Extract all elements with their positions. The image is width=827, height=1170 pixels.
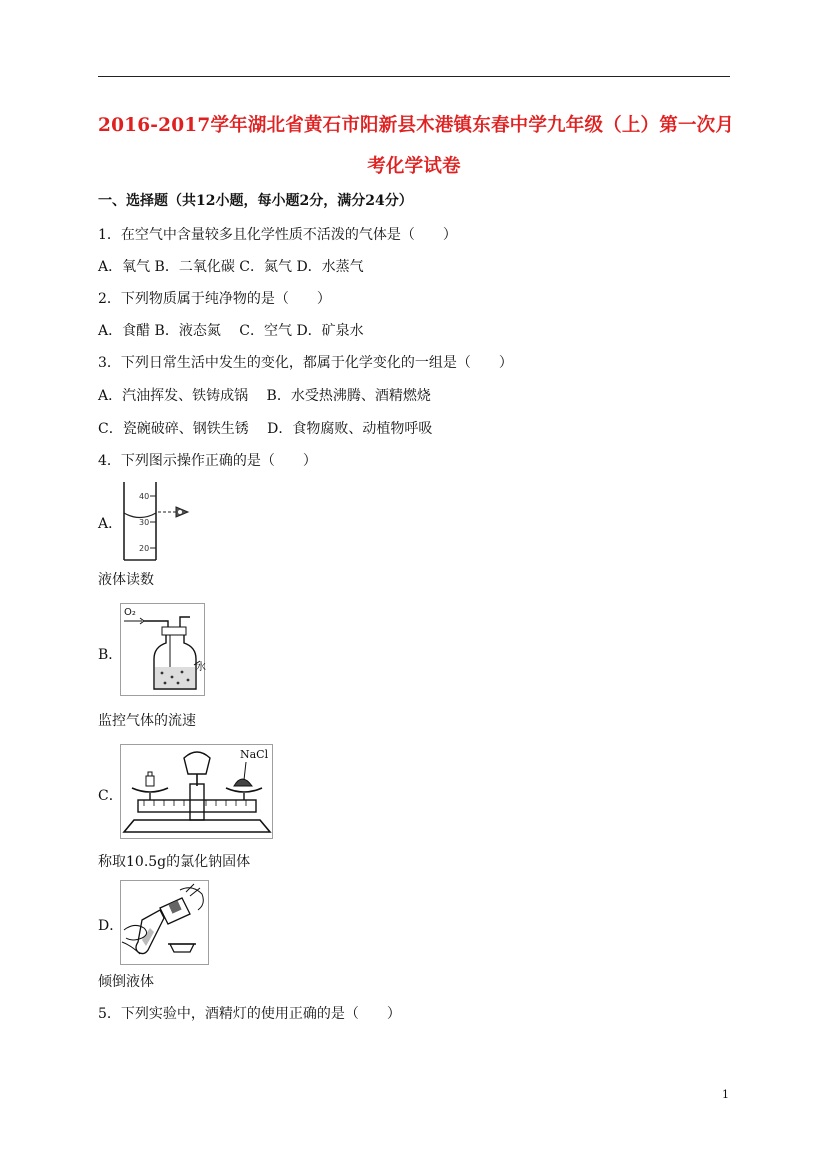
nacl-label: NaCl (240, 748, 269, 761)
tick-20: 20 (139, 544, 150, 553)
q3-options-cd: C．瓷碗破碎、钢铁生锈 D．食物腐败、动植物呼吸 (98, 421, 433, 437)
water-label: 水 (196, 662, 206, 673)
exam-title-line2: 考化学试卷 (367, 156, 461, 177)
q2-stem: 2．下列物质属于纯净物的是（ ） (98, 291, 331, 307)
page-number: 1 (722, 1088, 729, 1101)
q5-stem: 5．下列实验中，酒精灯的使用正确的是（ ） (98, 1006, 401, 1022)
q4-option-a-label: A． (98, 516, 123, 532)
header-rule (98, 76, 730, 77)
tick-30: 30 (139, 518, 150, 527)
balance-figure (120, 744, 274, 840)
gas-bottle-figure (120, 603, 206, 697)
q4-option-c-label: C． (98, 788, 123, 804)
q2-options: A．食醋 B．液态氮 C．空气 D．矿泉水 (98, 323, 364, 339)
q4-option-b-label: B． (98, 647, 123, 663)
q4-option-b-caption: 监控气体的流速 (98, 713, 196, 729)
q4-option-d-caption: 倾倒液体 (98, 974, 154, 990)
tick-40: 40 (139, 492, 150, 501)
cylinder-reading-figure (120, 480, 200, 564)
q4-stem: 4．下列图示操作正确的是（ ） (98, 453, 317, 469)
q4-option-a-caption: 液体读数 (98, 572, 154, 588)
q3-options-ab: A．汽油挥发、铁铸成锅 B．水受热沸腾、酒精燃烧 (98, 388, 431, 404)
exam-title-line1: 2016-2017学年湖北省黄石市阳新县木港镇东春中学九年级（上）第一次月 (98, 115, 735, 136)
pouring-liquid-figure (120, 880, 210, 966)
q1-options: A．氧气 B．二氧化碳 C．氮气 D．水蒸气 (98, 259, 364, 275)
q4-option-c-caption: 称取10.5g的氯化钠固体 (98, 854, 251, 870)
gas-label: O₂ (124, 607, 136, 618)
q4-option-d-label: D． (98, 918, 124, 934)
q3-stem: 3．下列日常生活中发生的变化，都属于化学变化的一组是（ ） (98, 355, 513, 371)
section-heading: 一、选择题（共12小题，每小题2分，满分24分） (98, 193, 413, 209)
q1-stem: 1．在空气中含量较多且化学性质不活泼的气体是（ ） (98, 227, 457, 243)
